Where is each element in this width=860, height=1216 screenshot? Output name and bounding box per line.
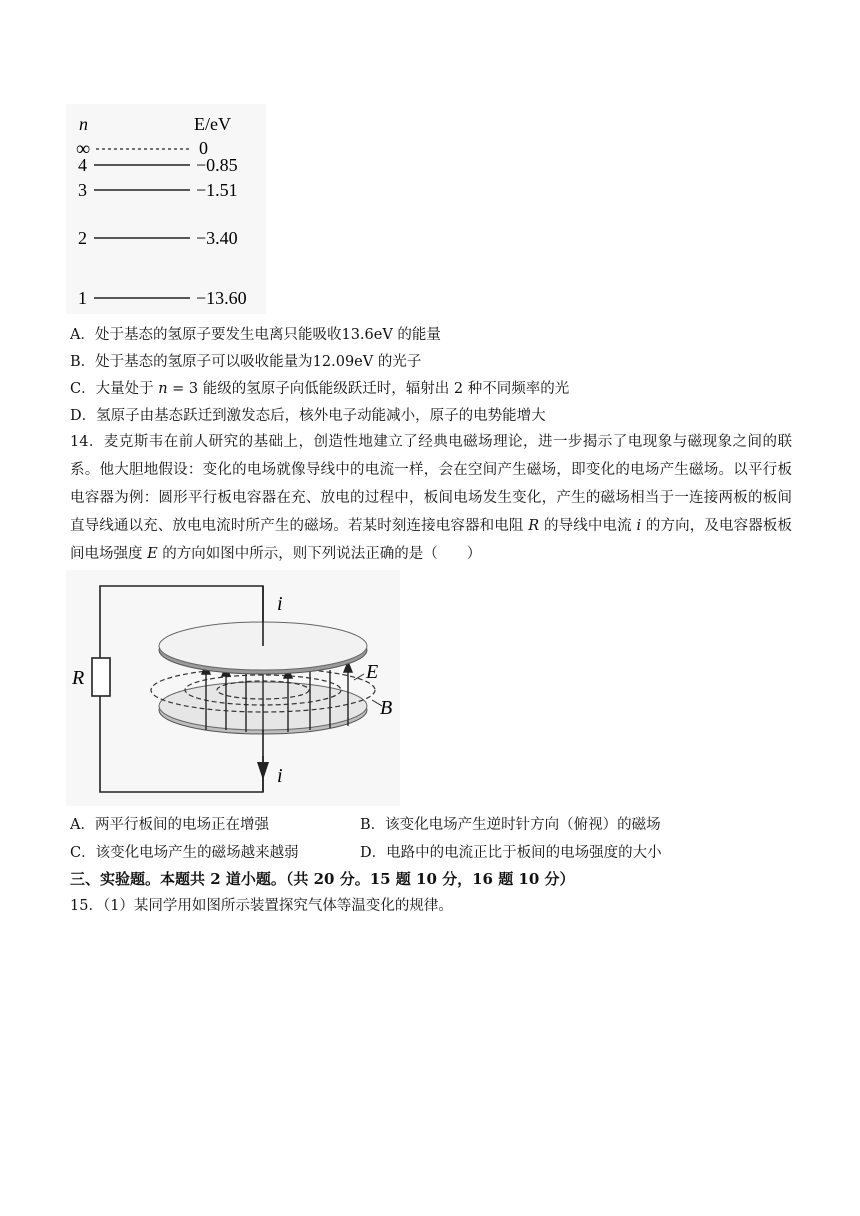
energy-level-diagram [66,104,266,314]
level-n-inf: ∞ [76,138,91,160]
q13-option-d: D．氢原子由基态跃迁到激发态后，核外电子动能减小，原子的电势能增大 [70,408,546,424]
q14-option-a: A．两平行板间的电场正在增强 [70,817,269,833]
top-current-label: i [277,593,283,615]
q14-stem-e: E [147,546,158,562]
level-n-4: 4 [78,155,87,175]
q13-option-c-pre: C．大量处于 [70,381,159,397]
e-field-label: E [366,661,379,683]
e-axis-header: E/eV [194,114,231,134]
bottom-current-label: i [277,765,283,787]
q14-stem-part3: 的方向，及电容器板板间电场强度 [70,518,793,562]
n-axis-header: n [79,114,88,134]
level-n-2: 2 [78,228,87,248]
q14-option-d: D．电路中的电流正比于板间的电场强度的大小 [360,845,662,861]
capacitor-figure [66,570,400,806]
level-e-2: −3.40 [196,228,238,248]
q14-option-c: C．该变化电场产生的磁场越来越弱 [70,845,299,861]
level-n-1: 1 [78,288,87,308]
q14-stem [70,428,792,568]
q13-option-c [70,379,569,399]
level-e-3: −1.51 [196,180,238,200]
resistor [92,658,110,696]
q13-option-a: A．处于基态的氢原子要发生电离只能吸收13.6eV 的能量 [70,327,441,343]
q14-option-b: B．该变化电场产生逆时针方向（俯视）的磁场 [360,817,661,833]
energy-level-figure [66,104,266,314]
q13-option-c-var: n [158,381,168,397]
level-e-inf: 0 [199,138,208,158]
level-e-1: −13.60 [196,288,247,308]
q14-stem-part2: 的导线中电流 [539,518,637,534]
q13-option-c-post: = 3 能级的氢原子向低能级跃迁时，辐射出 2 种不同频率的光 [167,381,570,397]
q14-stem-part4: 的方向如图中所示，则下列说法正确的是（ ） [157,546,482,562]
q14-stem-part1: 14．麦克斯韦在前人研究的基础上，创造性地建立了经典电磁场理论，进一步揭示了电现象与磁现象之间的联系。他大胆地假设：变化的电场就像导线中的电流一样，会在空间产生磁场，即变化的电场产生磁场。以平行板电容器为例：圆形平行板电容器在充、放电的过程中，板间电场发生变化，产生的磁场相当于一连接两板的板间直导线通以充、放电电流时所产生的磁场。若某时刻连接电容器和电阻 [70,434,792,534]
q14-stem-i: i [636,518,642,534]
q14-stem-r: R [528,518,540,534]
q13-option-b: B．处于基态的氢原子可以吸收能量为12.09eV 的光子 [70,354,422,370]
resistor-label: R [72,667,85,689]
b-field-label: B [380,697,393,719]
q15-line1: 15．（1）某同学用如图所示装置探究气体等温变化的规律。 [70,898,453,914]
level-e-4: −0.85 [196,155,238,175]
section3-heading: 三、实验题。本题共 2 道小题。（共 20 分。15 题 10 分，16 题 10 分） [70,870,575,888]
level-n-3: 3 [78,180,87,200]
capacitor-diagram [66,570,400,806]
